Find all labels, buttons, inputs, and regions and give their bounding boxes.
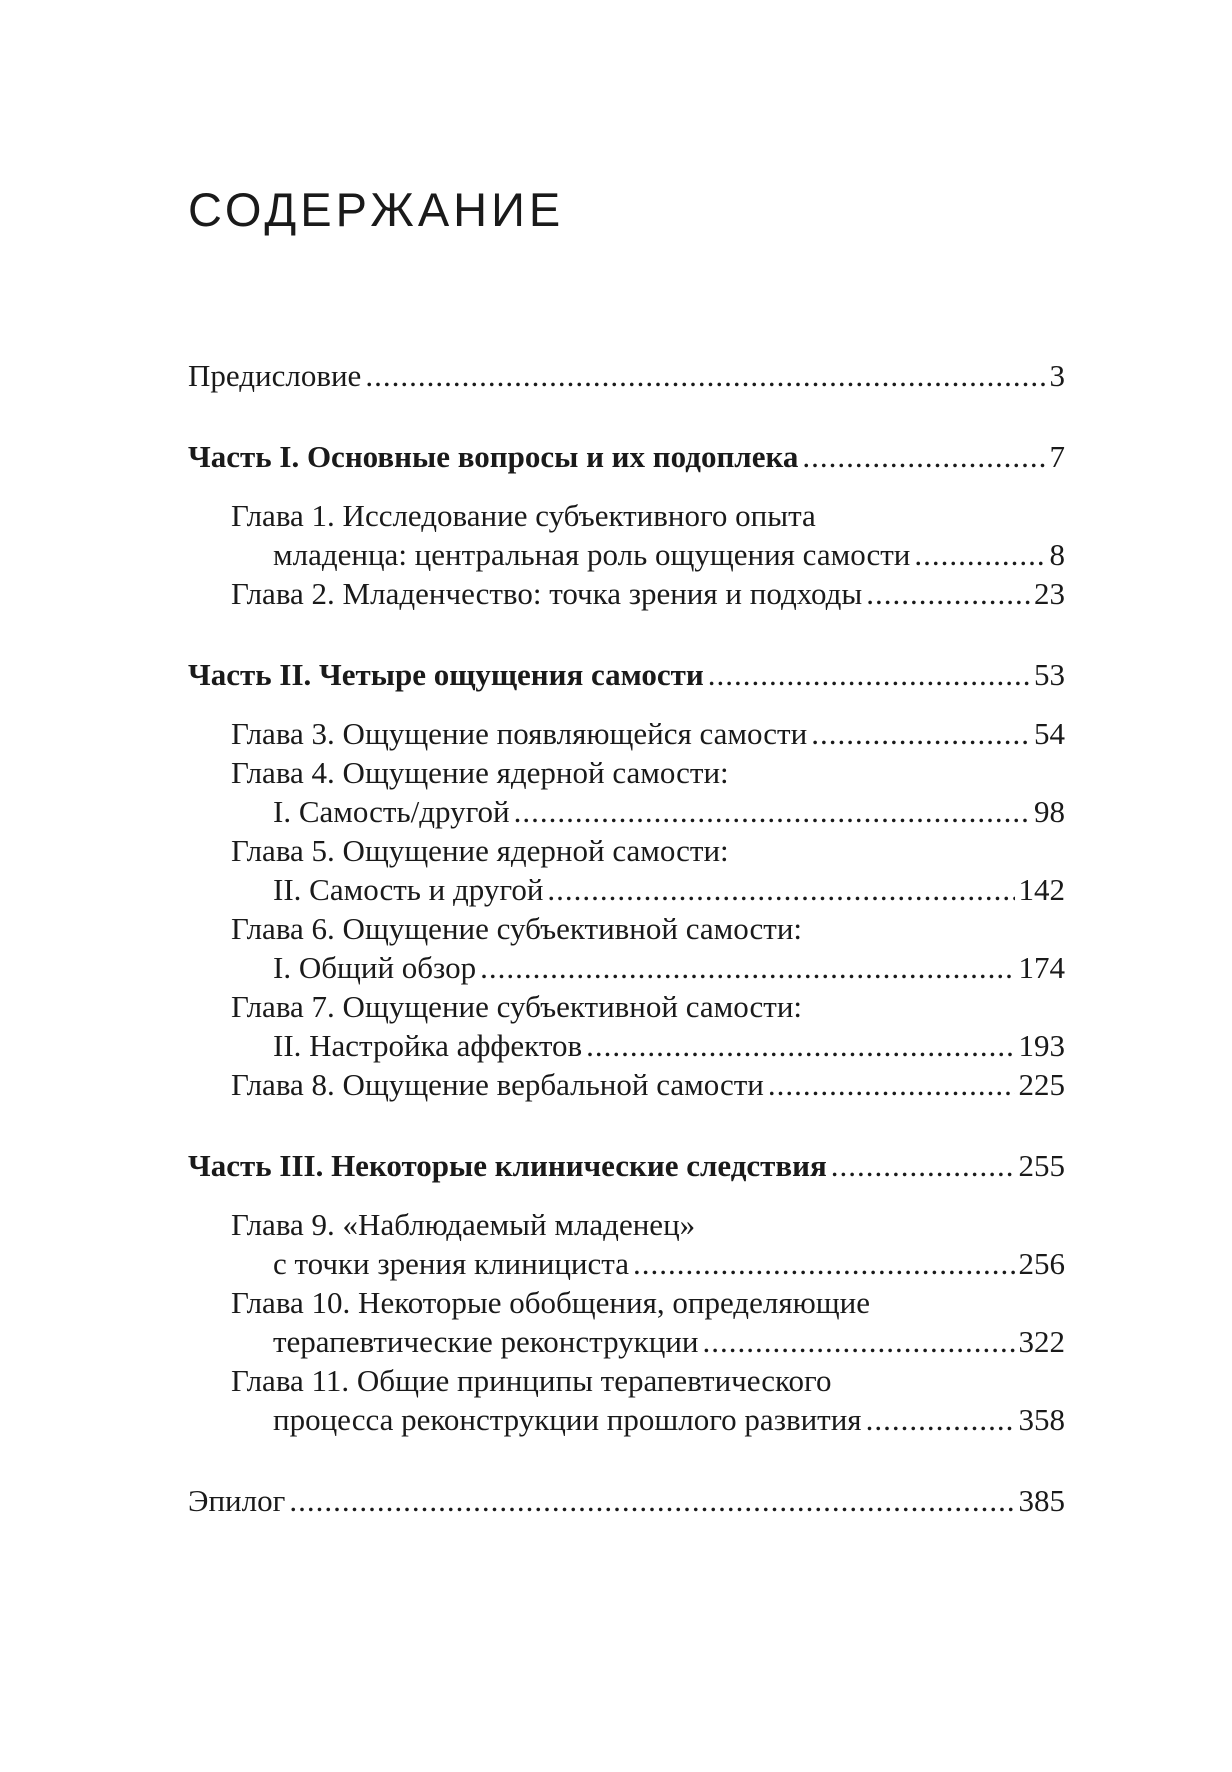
- toc-chapter-10-cont[interactable]: [188, 1322, 1065, 1361]
- toc-chapter-7[interactable]: [188, 987, 1065, 1026]
- toc-entry-label: Глава 6. Ощущение субъективной самости:: [231, 911, 803, 946]
- toc-page-number: 358: [1018, 1402, 1065, 1437]
- toc-entry-label: с точки зрения клинициста: [273, 1246, 629, 1281]
- dot-leader: [802, 437, 1045, 476]
- toc-entry-label: младенца: центральная роль ощущения самости: [273, 537, 911, 572]
- toc-chapter-6[interactable]: [188, 909, 1065, 948]
- toc-entry-label: Глава 5. Ощущение ядерной самости:: [231, 833, 729, 868]
- toc-chapter-10[interactable]: [188, 1283, 1065, 1322]
- toc-chapter-8[interactable]: [188, 1065, 1065, 1104]
- toc-page-number: 142: [1018, 872, 1065, 907]
- toc-entry-label: Глава 3. Ощущение появляющейся самости: [231, 716, 808, 751]
- dot-leader: [586, 1026, 1014, 1065]
- toc-entry-label: Глава 2. Младенчество: точка зрения и подходы: [231, 576, 863, 611]
- toc-chapter-7-cont[interactable]: [188, 1026, 1065, 1065]
- toc-page-number: 385: [1018, 1483, 1065, 1518]
- toc-part-label: Часть II. Четыре ощущения самости: [188, 657, 704, 692]
- toc-entry-label: Глава 11. Общие принципы терапевтического: [231, 1363, 832, 1398]
- toc-page-number: 322: [1018, 1324, 1065, 1359]
- dot-leader: [633, 1244, 1015, 1283]
- toc-entry-epilogue[interactable]: [188, 1481, 1065, 1520]
- toc-entry-label: Эпилог: [188, 1483, 286, 1518]
- toc-page-number: 23: [1034, 576, 1065, 611]
- toc-chapter-11-cont[interactable]: [188, 1400, 1065, 1439]
- dot-leader: [914, 535, 1045, 574]
- toc-entry-label: I. Общий обзор: [273, 950, 477, 985]
- toc-entry-label: процесса реконструкции прошлого развития: [273, 1402, 862, 1437]
- toc-chapter-1[interactable]: [188, 496, 1065, 535]
- toc-entry-label: II. Настройка аффектов: [273, 1028, 583, 1063]
- dot-leader: [703, 1322, 1015, 1361]
- page-title: СОДЕРЖАНИЕ: [188, 183, 565, 236]
- toc-entry-label: Глава 10. Некоторые обобщения, определяющие: [231, 1285, 870, 1320]
- toc-chapter-2[interactable]: [188, 574, 1065, 613]
- dot-leader: [289, 1481, 1014, 1520]
- dot-leader: [514, 792, 1030, 831]
- toc-part-3[interactable]: [188, 1146, 1065, 1185]
- dot-leader: [768, 1065, 1015, 1104]
- toc-page-number: 7: [1049, 439, 1065, 474]
- toc-page-number: 98: [1034, 794, 1065, 829]
- dot-leader: [811, 714, 1030, 753]
- toc-chapter-9-cont[interactable]: [188, 1244, 1065, 1283]
- dot-leader: [708, 655, 1030, 694]
- dot-leader: [547, 870, 1014, 909]
- toc-page-number: 8: [1049, 537, 1065, 572]
- toc-entry-label: II. Самость и другой: [273, 872, 544, 907]
- toc-entry-preface[interactable]: [188, 356, 1065, 395]
- toc-chapter-5[interactable]: [188, 831, 1065, 870]
- toc-page-number: 225: [1018, 1067, 1065, 1102]
- toc-chapter-6-cont[interactable]: [188, 948, 1065, 987]
- dot-leader: [866, 574, 1030, 613]
- toc-part-label: Часть I. Основные вопросы и их подоплека: [188, 439, 799, 474]
- dot-leader: [365, 356, 1045, 395]
- toc-entry-label: Глава 4. Ощущение ядерной самости:: [231, 755, 729, 790]
- toc-chapter-11[interactable]: [188, 1361, 1065, 1400]
- toc-part-2[interactable]: [188, 655, 1065, 694]
- dot-leader: [866, 1400, 1015, 1439]
- toc-chapter-5-cont[interactable]: [188, 870, 1065, 909]
- toc-page-number: 53: [1034, 657, 1065, 692]
- dot-leader: [831, 1146, 1015, 1185]
- toc-entry-label: Глава 1. Исследование субъективного опыта: [231, 498, 816, 533]
- toc-entry-label: Глава 7. Ощущение субъективной самости:: [231, 989, 803, 1024]
- toc-entry-label: Глава 8. Ощущение вербальной самости: [231, 1067, 764, 1102]
- toc-page-number: 255: [1018, 1148, 1065, 1183]
- toc-part-label: Часть III. Некоторые клинические следствия: [188, 1148, 827, 1183]
- toc-page-number: 54: [1034, 716, 1065, 751]
- toc-entry-label: терапевтические реконструкции: [273, 1324, 699, 1359]
- toc-chapter-3[interactable]: [188, 714, 1065, 753]
- table-of-contents: [188, 356, 1065, 1520]
- toc-entry-label: I. Самость/другой: [273, 794, 510, 829]
- toc-page-number: 193: [1018, 1028, 1065, 1063]
- dot-leader: [480, 948, 1014, 987]
- toc-entry-label: Предисловие: [188, 358, 362, 393]
- toc-page-number: 3: [1049, 358, 1065, 393]
- toc-part-1[interactable]: [188, 437, 1065, 476]
- toc-page-number: 174: [1018, 950, 1065, 985]
- toc-chapter-9[interactable]: [188, 1205, 1065, 1244]
- toc-page-number: 256: [1018, 1246, 1065, 1281]
- toc-chapter-4[interactable]: [188, 753, 1065, 792]
- toc-chapter-1-cont[interactable]: [188, 535, 1065, 574]
- toc-chapter-4-cont[interactable]: [188, 792, 1065, 831]
- toc-entry-label: Глава 9. «Наблюдаемый младенец»: [231, 1207, 696, 1242]
